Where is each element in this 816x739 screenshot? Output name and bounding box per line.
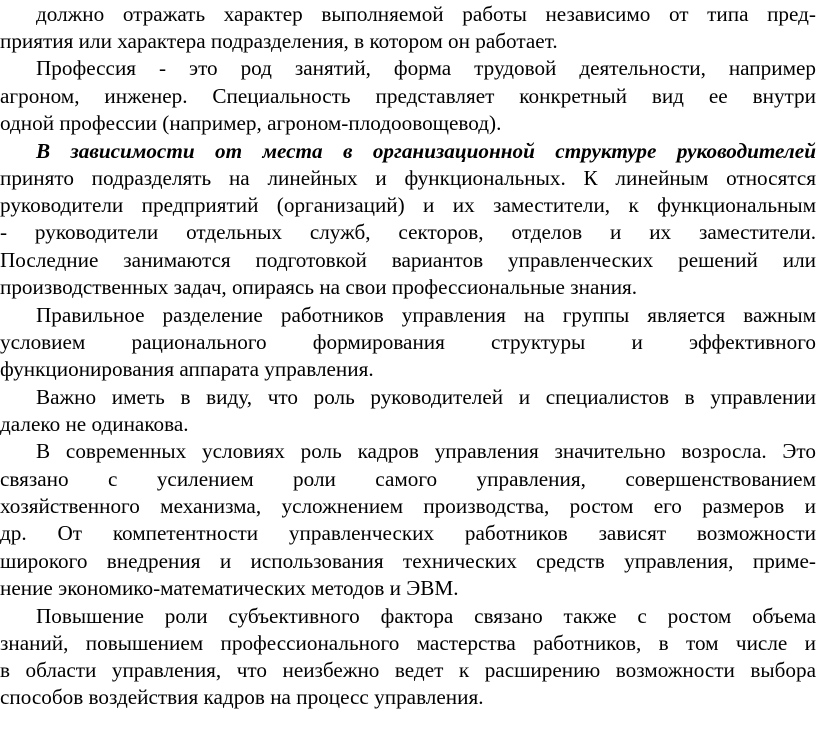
text-line: принято подразделять на линейных и функциональных. К линейным относятся bbox=[0, 166, 816, 190]
text-line: знаний, повышением профессионального мастерства работников, в том числе и bbox=[0, 631, 816, 655]
text-line: в области управления, что неизбежно ведет к расширению возможности выбора bbox=[0, 658, 816, 682]
text-line: производственных задач, опираясь на свои профессиональные знания. bbox=[0, 275, 638, 299]
text-line: связано с усилением роли самого управления, совершенствованием bbox=[0, 467, 816, 491]
text-line: широкого внедрения и использования технических средств управления, приме- bbox=[0, 549, 816, 573]
text-line: Профессия - это род занятий, форма трудовой деятельности, например bbox=[36, 56, 816, 80]
text-line: далеко не одинакова. bbox=[0, 412, 189, 436]
text-line: др. От компетентности управленческих работников зависят возможности bbox=[0, 521, 816, 545]
text-line: способов воздействия кадров на процесс управления. bbox=[0, 685, 484, 709]
text-line: одной профессии (например, агроном-плодоовощевод). bbox=[0, 111, 502, 135]
text-line: Важно иметь в виду, что роль руководителей и специалистов в управлении bbox=[36, 385, 816, 409]
bold-italic-text-line: В зависимости от места в организационной структуре руководителей bbox=[36, 139, 816, 163]
text-line: руководители предприятий (организаций) и их заместители, к функциональным bbox=[0, 193, 816, 217]
text-line: - руководители отдельных служб, секторов, отделов и их заместители. bbox=[0, 220, 816, 244]
text-line: нение экономико-математических методов и ЭВМ. bbox=[0, 576, 459, 600]
text-line: функционирования аппарата управления. bbox=[0, 357, 374, 381]
text-line: Повышение роли субъективного фактора связано также с ростом объема bbox=[36, 604, 816, 628]
text-line: условием рационального формирования структуры и эффективного bbox=[0, 330, 816, 354]
text-line: должно отражать характер выполняемой работы независимо от типа пред- bbox=[36, 2, 816, 26]
text-line: приятия или характера подразделения, в котором он работает. bbox=[0, 29, 558, 53]
text-line: агроном, инженер. Специальность представляет конкретный вид ее внутри bbox=[0, 84, 816, 108]
text-line: хозяйственного механизма, усложнением производства, ростом его размеров и bbox=[0, 494, 816, 518]
text-line: Последние занимаются подготовкой вариантов управленческих решений или bbox=[0, 248, 816, 272]
text-line: Правильное разделение работников управления на группы является важным bbox=[36, 303, 816, 327]
text-line: В современных условиях роль кадров управления значительно возросла. Это bbox=[36, 439, 816, 463]
